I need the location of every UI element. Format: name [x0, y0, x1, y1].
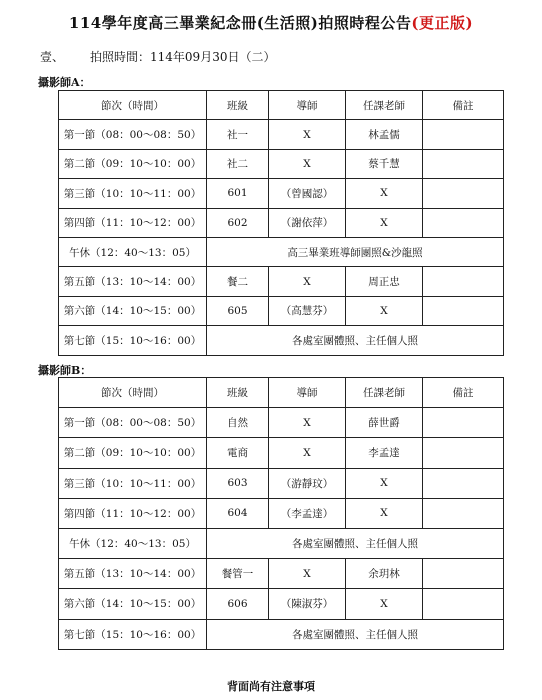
class-cell: 餐二	[207, 267, 269, 296]
class-cell: 606	[207, 589, 269, 619]
column-header: 班級	[207, 91, 269, 120]
tutor-cell: （謝依萍）	[269, 208, 346, 237]
class-cell: 自然	[207, 408, 269, 438]
period-cell: 第三節（10：10～11：00）	[59, 179, 207, 208]
tutor-cell: X	[269, 408, 346, 438]
title-main: 114學年度高三畢業紀念冊(生活照)拍照時程公告	[68, 14, 412, 32]
teacher-cell: 周正忠	[346, 267, 423, 296]
table-row	[59, 149, 504, 178]
page-title	[0, 12, 542, 33]
class-cell: 603	[207, 468, 269, 498]
period-cell: 第一節（08：00～08：50）	[59, 408, 207, 438]
column-header: 備註	[423, 378, 504, 408]
table-header-row	[59, 91, 504, 120]
class-cell: 601	[207, 179, 269, 208]
merged-activity-cell: 各處室團體照、主任個人照	[207, 326, 504, 355]
teacher-cell: 余玥林	[346, 559, 423, 589]
tutor-cell: （李孟達）	[269, 498, 346, 528]
title-revision-badge: (更正版)	[411, 14, 474, 32]
column-header: 任課老師	[346, 91, 423, 120]
photographer-a-label: 攝影師A：	[38, 76, 91, 89]
period-cell: 第四節（11：10～12：00）	[59, 498, 207, 528]
table-row	[59, 528, 504, 558]
photographer-b-label: 攝影師B：	[38, 364, 92, 377]
table-row	[59, 120, 504, 149]
note-cell	[423, 498, 504, 528]
column-header: 任課老師	[346, 378, 423, 408]
teacher-cell: X	[346, 498, 423, 528]
note-cell	[423, 589, 504, 619]
class-cell: 604	[207, 498, 269, 528]
column-header: 節次（時間）	[59, 378, 207, 408]
schedule-table-a	[58, 90, 504, 356]
merged-activity-cell: 各處室團體照、主任個人照	[207, 619, 504, 649]
merged-activity-cell: 各處室團體照、主任個人照	[207, 528, 504, 558]
period-cell: 第七節（15：10～16：00）	[59, 619, 207, 649]
note-cell	[423, 438, 504, 468]
class-cell: 605	[207, 296, 269, 325]
table-header-row	[59, 378, 504, 408]
note-cell	[423, 179, 504, 208]
table-row	[59, 179, 504, 208]
column-header: 備註	[423, 91, 504, 120]
tutor-cell: X	[269, 559, 346, 589]
class-cell: 社二	[207, 149, 269, 178]
period-cell: 第四節（11：10～12：00）	[59, 208, 207, 237]
tutor-cell: （高慧芬）	[269, 296, 346, 325]
teacher-cell: X	[346, 179, 423, 208]
period-cell: 第二節（09：10～10：00）	[59, 438, 207, 468]
period-cell: 第七節（15：10～16：00）	[59, 326, 207, 355]
note-cell	[423, 149, 504, 178]
table-row	[59, 267, 504, 296]
table-row	[59, 438, 504, 468]
section-number: 壹、	[40, 50, 65, 64]
teacher-cell: 蔡千慧	[346, 149, 423, 178]
period-cell: 第五節（13：10～14：00）	[59, 267, 207, 296]
class-cell: 社一	[207, 120, 269, 149]
period-cell: 午休（12：40～13：05）	[59, 528, 207, 558]
class-cell: 602	[207, 208, 269, 237]
period-cell: 第六節（14：10～15：00）	[59, 296, 207, 325]
teacher-cell: X	[346, 468, 423, 498]
table-row	[59, 498, 504, 528]
tutor-cell: X	[269, 149, 346, 178]
column-header: 班級	[207, 378, 269, 408]
tutor-cell: （陳淑芬）	[269, 589, 346, 619]
tutor-cell: X	[269, 267, 346, 296]
period-cell: 第二節（09：10～10：00）	[59, 149, 207, 178]
teacher-cell: X	[346, 296, 423, 325]
period-cell: 午休（12：40～13：05）	[59, 237, 207, 266]
teacher-cell: 林孟儒	[346, 120, 423, 149]
column-header: 導師	[269, 378, 346, 408]
table-row	[59, 326, 504, 355]
note-cell	[423, 208, 504, 237]
note-cell	[423, 559, 504, 589]
table-row	[59, 208, 504, 237]
teacher-cell: X	[346, 589, 423, 619]
tutor-cell: （游靜玟）	[269, 468, 346, 498]
teacher-cell: X	[346, 208, 423, 237]
class-cell: 餐管一	[207, 559, 269, 589]
table-row	[59, 619, 504, 649]
note-cell	[423, 408, 504, 438]
tutor-cell: X	[269, 438, 346, 468]
photo-date-line	[40, 48, 275, 65]
column-header: 導師	[269, 91, 346, 120]
period-cell: 第五節（13：10～14：00）	[59, 559, 207, 589]
note-cell	[423, 468, 504, 498]
tutor-cell: X	[269, 120, 346, 149]
column-header: 節次（時間）	[59, 91, 207, 120]
tutor-cell: （曾國認）	[269, 179, 346, 208]
note-cell	[423, 296, 504, 325]
table-row	[59, 296, 504, 325]
period-cell: 第一節（08：00～08：50）	[59, 120, 207, 149]
footer-note: 背面尚有注意事項	[227, 680, 315, 693]
table-row	[59, 408, 504, 438]
table-row	[59, 589, 504, 619]
photo-date-text: 拍照時間：114年09月30日（二）	[90, 50, 276, 64]
merged-activity-cell: 高三畢業班導師團照&沙龍照	[207, 237, 504, 266]
note-cell	[423, 120, 504, 149]
table-row	[59, 468, 504, 498]
period-cell: 第六節（14：10～15：00）	[59, 589, 207, 619]
schedule-table-b	[58, 377, 504, 650]
table-row	[59, 237, 504, 266]
teacher-cell: 薛世爵	[346, 408, 423, 438]
period-cell: 第三節（10：10～11：00）	[59, 468, 207, 498]
class-cell: 電商	[207, 438, 269, 468]
table-row	[59, 559, 504, 589]
note-cell	[423, 267, 504, 296]
teacher-cell: 李孟達	[346, 438, 423, 468]
